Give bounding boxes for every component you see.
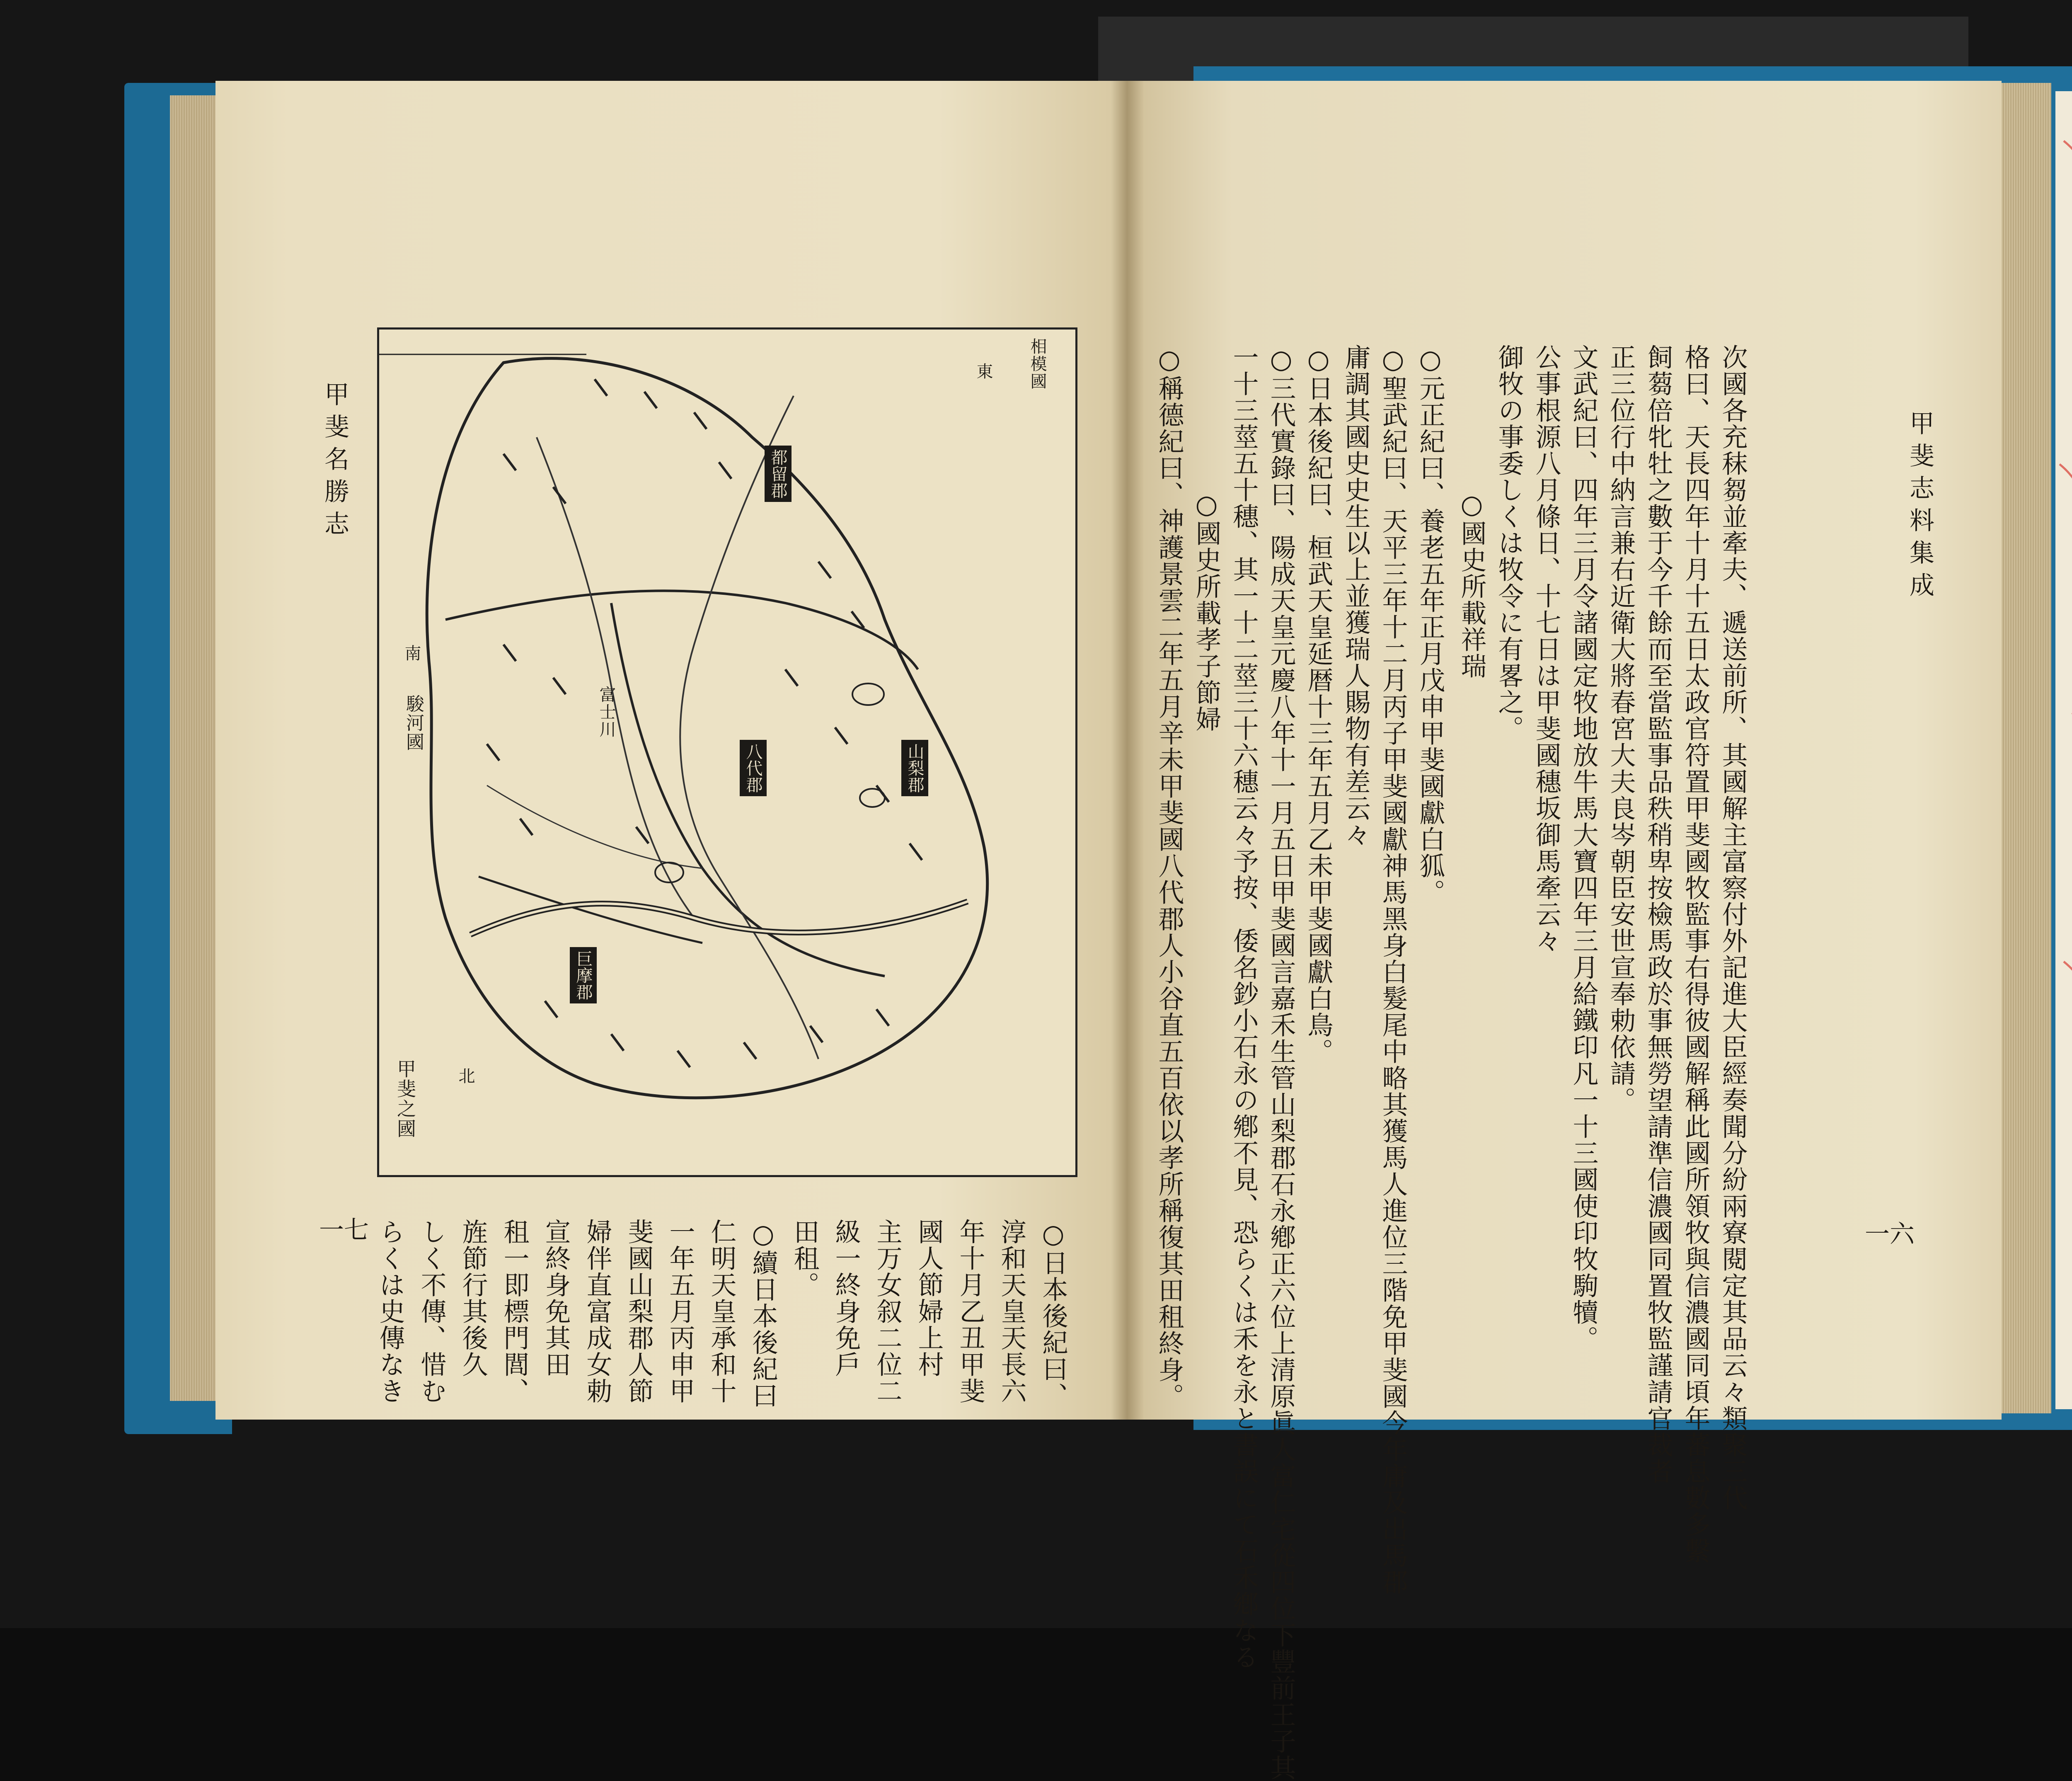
left-text-column-8: ○續日本後紀曰 (748, 1219, 778, 1409)
book-gutter (1111, 81, 1144, 1420)
left-text-column-14: 租一即標門閭、 (499, 1219, 530, 1404)
map-label-sagami: 相模國 (1028, 338, 1047, 390)
left-text-column-13: 宣終身免其田 (541, 1219, 571, 1378)
right-page-number: 一六 (1865, 1220, 1915, 1249)
map-label-river: 富士川 (597, 686, 616, 738)
left-text-column-7: 田租。 (789, 1219, 820, 1298)
map-label-east: 東 (974, 363, 993, 380)
left-text-column-5: 主万女叙二位二 (872, 1219, 903, 1404)
district-yatsushiro: 八代郡 (740, 740, 767, 796)
right-text-column-2: 格曰、天長四年十月十五日太政官符置甲斐國牧監事右得彼國解稱此國所領牧與信濃國同頃年蕃息數多繫 (1680, 344, 1711, 1564)
right-text-column-1: 次國各充秣芻並牽夫、遞送前所、其國解主富察付外記進大臣經奏聞分紛兩寮閱定其品云々類聚三代 (1718, 344, 1748, 1511)
right-text-column-4: 正三位行中納言兼右近衛大將春宮大夫良岑朝臣安世宣奉勅依請。 (1606, 344, 1636, 1113)
right-text-column-13: ○三代實錄曰、陽成天皇元慶八年十一月五日甲斐國言嘉禾生管山梨郡石永鄕正六位上清原眞人富仁宅從四位下豐前王子其 (1266, 344, 1296, 1781)
right-text-column-10: ○聖武紀曰、天平三年十二月丙子甲斐國獻神馬黑身白髮尾中略其獲馬人進位三階免甲斐國今年庸及出馬郡 (1378, 344, 1408, 1595)
left-page-number: 一七 (319, 1216, 369, 1245)
map-label-south: 南 (402, 645, 421, 662)
left-text-column-6: 級一終身免戶 (831, 1219, 861, 1378)
left-text-column-4: 國人節婦上村 (914, 1219, 944, 1378)
left-text-column-17: らくは史傳なき (375, 1219, 405, 1404)
right-section-heading-2: ○國史所載孝子節婦 (1191, 489, 1222, 732)
right-text-column-6: 公事根源八月條日、十七日は甲斐國穗坂御馬牽云々 (1531, 344, 1561, 954)
right-text-column-7: 御牧の事委しくは牧令に有畧之。 (1494, 344, 1524, 742)
left-text-column-15: 旌節行其後久 (458, 1219, 488, 1378)
left-text-column-11: 斐國山梨郡人節 (624, 1219, 654, 1404)
kai-province-map (377, 327, 1077, 1177)
map-label-suruga: 駿河國 (403, 694, 424, 751)
left-text-column-16: しく不傳、惜む (416, 1219, 447, 1404)
left-text-column-2: 淳和天皇天長六 (997, 1219, 1027, 1404)
district-yamanashi: 山梨郡 (901, 740, 928, 796)
district-koma: 巨摩郡 (570, 947, 597, 1003)
left-text-column-9: 仁明天皇承和十 (707, 1219, 737, 1404)
right-running-head: 甲斐志料集成 (1905, 410, 1934, 604)
left-text-column-12: 婦伴直富成女勅 (582, 1219, 612, 1404)
left-running-head: 甲斐名勝志 (320, 381, 349, 543)
map-caption: 甲斐之國 (394, 1059, 416, 1139)
endpaper-map (2055, 91, 2072, 1409)
right-text-column-9: ○元正紀曰、養老五年正月戊申甲斐國獻白狐。 (1415, 344, 1445, 906)
left-text-column-10: 一年五月丙申甲 (665, 1219, 695, 1404)
left-text-column-1: ○日本後紀曰、 (1038, 1219, 1068, 1409)
left-text-column-3: 年十月乙丑甲斐 (955, 1219, 985, 1404)
right-text-column-14: 一十三莖五十穗、其一十二莖三十六穗云々予按、倭名鈔小石永の鄕不見、恐らくは禾を永と書誤にて石禾鄕なる (1229, 344, 1259, 1670)
right-text-column-11: 庸調其國史史生以上並獲瑞人賜物有差云々 (1341, 344, 1371, 848)
right-text-column-17: ○稱德紀曰、神護景雲二年五月辛未甲斐國八代郡人小谷直五百依以孝所稱復其田租終身。 (1154, 344, 1184, 1410)
district-tsuru: 都留郡 (765, 446, 792, 502)
right-section-heading-1: ○國史所載祥瑞 (1457, 489, 1487, 679)
map-label-north: 北 (456, 1067, 475, 1085)
right-text-column-3: 飼蒭倍牝牡之數于今千餘而至當監事品秩稍卑按檢馬政於事無勞望請準信濃國同置牧監謹請官裁者 (1643, 344, 1673, 1485)
right-text-column-12: ○日本後紀曰、桓武天皇延暦十三年五月乙未甲斐國獻白鳥。 (1303, 344, 1334, 1065)
right-text-column-5: 文武紀曰、四年三月令諸國定牧地放牛馬大寶四年三月給鐵印凡一十三國使印牧駒犢。 (1569, 344, 1599, 1352)
